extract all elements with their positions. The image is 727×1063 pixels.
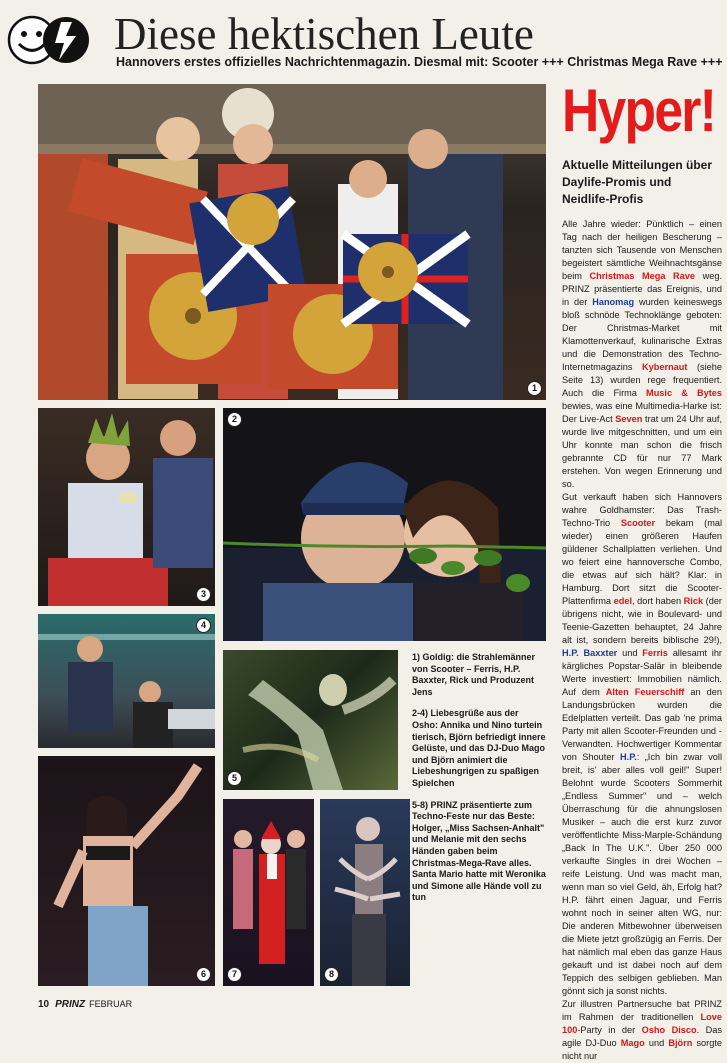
highlight-edel: edel [613, 596, 632, 606]
photo-2-illustration [223, 408, 546, 641]
text-run: wurden keineswegs bloß schnöde Technoklänge geboten: Der Christmas-Market mit Klamottenverkauf, kulinarische Extras und die Demonstration des Techno-Internetmagazins [562, 297, 722, 372]
photo-osho-dance-floor [38, 614, 215, 748]
photo-scooter-gold-records [38, 84, 546, 400]
photo-1-illustration [38, 84, 546, 400]
photo-captions [412, 652, 546, 914]
photo-number-4: 4 [196, 618, 211, 633]
photo-osho-guests [38, 408, 215, 606]
highlight-hp-baxxter: H.P. Baxxter [562, 648, 618, 658]
highlight-alten-feuerschiff: Alten Feuerschiff [605, 687, 685, 697]
article-body [562, 218, 722, 1063]
highlight-christmas-mega-rave: Christmas Mega Rave [589, 271, 696, 281]
highlight-hp: H.P. [620, 752, 637, 762]
photo-4-illustration [38, 614, 215, 748]
article-lead: Aktuelle Mitteilungen über Daylife-Promis und Neidlife-Profis [562, 158, 713, 206]
text-run: an den Landungsbrücken wurden die Edelplatten verteilt. Das gab 'ne prima Party mit allen Scooter-Freunden und -Verwandten. Hochwertiger Kommentar von Shouter [562, 687, 722, 762]
photo-number-5: 5 [227, 771, 242, 786]
text-run: sorgte nicht nur [562, 1038, 722, 1061]
text-run: (der übrigens nicht, wie in Boulevard- und Teenie-Gazetten behauptet, 24 Jahre alt ist, sondern bereits biblische 29!), [562, 596, 722, 645]
text-run: trat um 24 Uhr auf, wurde live mitgeschnitten, und um ein Uhr konnte man schon die frisch gebrannte CD für nur 77 Mark erstehen. Von wegen Erinnerung und so. [562, 414, 722, 489]
photo-number-8: 8 [324, 967, 339, 982]
photo-number-3: 3 [196, 587, 211, 602]
text-run: allesamt ihr kärgliches Popstar-Salär in bleibende Werte investiert: Immobilien nämlich. Auf dem [562, 648, 722, 697]
photo-santa-mario-group [223, 799, 314, 986]
photo-6-illustration [38, 756, 215, 986]
text-run: weg. PRINZ präsentierte das Ereignis, und in der [562, 271, 722, 307]
highlight-ferris: Ferris [642, 648, 668, 658]
highlight-music-bytes: Music & Bytes [646, 388, 722, 398]
text-run: Zur illustren Partnersuche bat PRINZ im Rahmen der traditionellen [562, 999, 722, 1022]
prinz-smiley-logo [6, 14, 90, 66]
photo-melanie-six-hands [320, 799, 410, 986]
text-run: , dort haben [632, 596, 684, 606]
photo-couple-with-rose [223, 408, 546, 641]
photo-5-illustration [223, 650, 398, 790]
photo-number-7: 7 [227, 967, 242, 982]
article-paragraph-3 [562, 998, 722, 1063]
text-run: (siehe Seite 13) wurden rege frequentiert. Auch die Firma [562, 362, 723, 398]
page-footer [38, 999, 132, 1010]
highlight-hanomag: Hanomag [592, 297, 635, 307]
text-run: bewies, was eine Multimedia-Harke ist: Der Live-Act [562, 401, 722, 424]
hyper-headline: Hyper! [562, 77, 716, 144]
text-run: -Party in der [577, 1025, 642, 1035]
photo-3-illustration [38, 408, 215, 606]
article-paragraph-2 [562, 491, 722, 998]
photo-miss-sachsen-anhalt [38, 756, 215, 986]
page-number: 10 [38, 999, 50, 1010]
highlight-bjoern: Björn [668, 1038, 693, 1048]
highlight-scooter: Scooter [620, 518, 656, 528]
page-title: Diese hektischen Leute [114, 9, 534, 59]
issue-month: FEBRUAR [89, 999, 133, 1009]
caption-2-4: 2-4) Liebesgrüße aus der Osho: Annika und Nino turtein tierisch, Björn befriedigt innere Gelüste, und das DJ-Duo Mago und Björn animiert die Liebeshungrigen zu spaßigen Spielchen [412, 708, 546, 788]
highlight-osho-disco: Osho Disco [641, 1025, 697, 1035]
highlight-seven: Seven [615, 414, 643, 424]
caption-1: 1) Goldig: die Strahlemänner von Scooter – Ferris, H.P. Baxxter, Rick und Produzent Jens [412, 652, 536, 697]
text-run: und [644, 1038, 669, 1048]
highlight-mago: Mago [620, 1038, 645, 1048]
photo-number-1: 1 [527, 381, 542, 396]
text-run: : „Ich bin zwar voll breit, is' aber alles voll geil!" Super! Belohnt wurde Scooters Sommerhit „Endless Summer" und – welch Überraschung für die ahnungslosen Musiker – auch die erst kurz zuvor veröffentlichte Miss-Marple-Schändung „Back In The U.K.". Über 250 000 verkaufte Singles in drei Wochen – reife Leistung. Und was macht man, wenn man so viel Geld, äh, Erfolg hat? H.P. fährt einen Jaguar, und Ferris wohnt noch in seiner alten WG, nur: Die anderen Mitbewohner überweisen die Miete jetzt großzügig an Ferris. Der hat nämlich mal eben das ganze Haus gekauft und ist dabei noch auf dem Teppich des selbigen geblieben. Man gönnt sich ja sonst nichts. [562, 752, 722, 996]
photo-8-illustration [320, 799, 410, 986]
text-run: Gut verkauft haben sich Hannovers wahre Goldhamster: Das Trash-Techno-Trio [562, 492, 722, 528]
text-run: Alle Jahre wieder: Pünktlich – einen Tag nach der heiligen Bescherung – tanzten sich Tausende von Menschen begeistert sämtliche Weihnachtsgänse beim [562, 219, 722, 281]
photo-number-2: 2 [227, 412, 242, 427]
highlight-kybernaut: Kybernaut [642, 362, 688, 372]
highlight-love-100: Love 100 [562, 1012, 722, 1035]
highlight-rick: Rick [683, 596, 704, 606]
photo-rave-dancer-blur [223, 650, 398, 790]
article-paragraph-1 [562, 218, 722, 491]
page-subtitle: Hannovers erstes offizielles Nachrichtenmagazin. Diesmal mit: Scooter +++ Christmas Mega Rave +++ [116, 55, 723, 69]
photo-number-6: 6 [196, 967, 211, 982]
magazine-brand: PRINZ [55, 999, 86, 1010]
text-run: und [617, 648, 643, 658]
caption-5-8: 5-8) PRINZ präsentierte zum Techno-Feste nur das Beste: Holger, „Miss Sachsen-Anhalt" und Melanie mit den sechs Händen gaben beim Christmas-Mega-Rave alles. Santa Mario hatte mit Weronika und Simone alle Hände voll zu tun [412, 799, 546, 903]
photo-7-illustration [223, 799, 314, 986]
text-run: . Das agile DJ-Duo [562, 1025, 722, 1048]
text-run: bekam (mal wieder) einen größeren Haufen güldener Schallplatten verliehen. Und wo feiert eine hannoversche Combo, die etwas auf sich hält? Klar: in Hamburg. Dort sitzt die Scooter-Plattenfirma [562, 518, 722, 606]
